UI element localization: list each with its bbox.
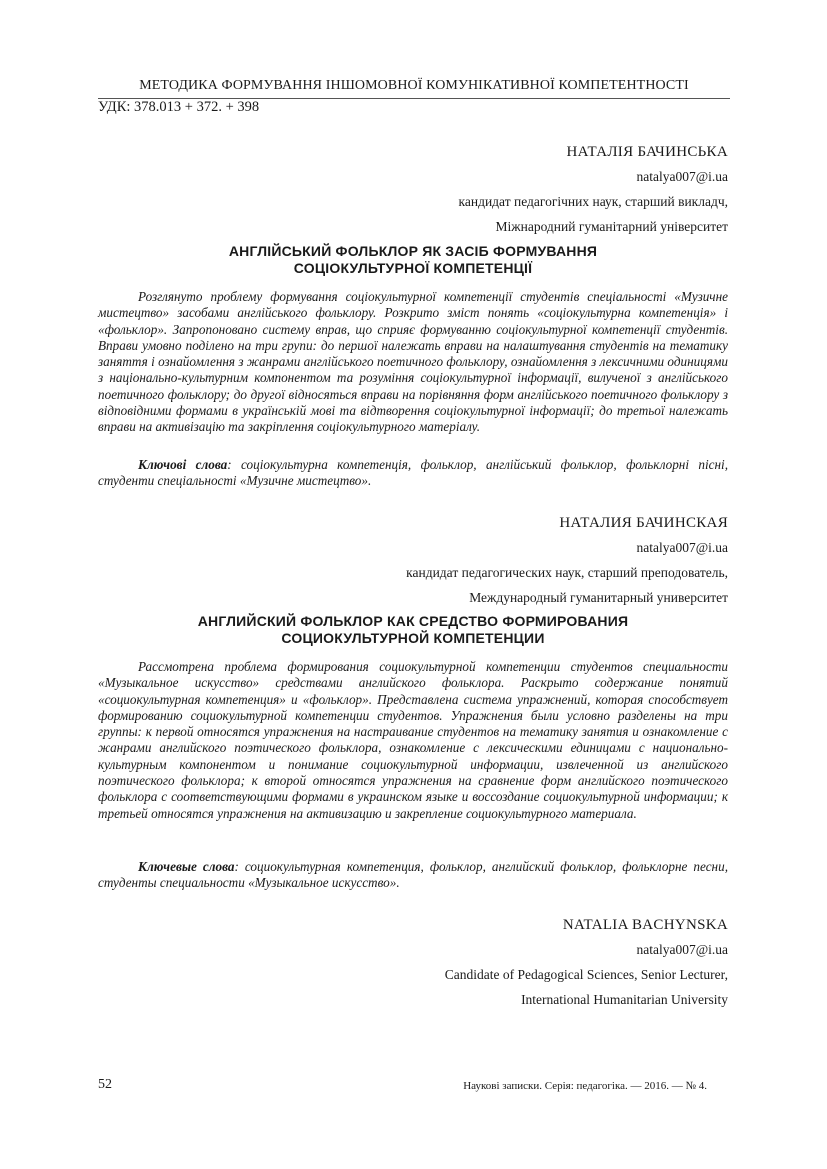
keywords-russian [98, 859, 728, 892]
abstract-ukrainian [98, 289, 728, 436]
title-line: СОЦИОКУЛЬТУРНОЙ КОМПЕТЕНЦИИ [281, 630, 545, 646]
author-affiliation: International Humanitarian University [521, 992, 728, 1007]
author-email: natalya007@i.ua [636, 540, 728, 555]
journal-citation: Наукові записки. Серія: педагогіка. — 2016. — № 4. [463, 1080, 707, 1092]
page-number: 52 [98, 1077, 112, 1092]
author-degree: Candidate of Pedagogical Sciences, Senior Lecturer, [444, 967, 728, 982]
abstract-text: Розглянуто проблему формування соціокультурної компетенції студентів спеціальності «Музичне мистецтво» засобами англійського фольклору. Розкрито зміст понять «соціокультурна компетенція» і «фольклор». Запропоновано систему вправ, що сприяє формуванню соціокультурної компетенції студентів. Вправи умовно поділено на три групи: до першої належать вправи на налаштування студентів на тематику заняття і ознайомлення з жанрами англійського поетичного фольклору, ознайомлення з лексичними одиницями з національно-культурним компонентом та розуміння соціокультурної інформації, вилученої з англійського поетичного фольклору; до другої відносяться вправи на порівняння форм англійського поетичного фольклору з відповідними формами в українській мові та відтворення соціокультурної інформації; до третьої належать вправи на активізацію та закріплення соціокультурного матеріалу. [98, 289, 728, 435]
author-block-russian [406, 514, 728, 607]
author-block-ukrainian [459, 143, 728, 236]
keywords-text: : социокультурная компетенция, фольклор, английский фольклор, фольклорне песни, студенты специальности «Музыкальное искусство». [98, 859, 728, 891]
keywords-text: : соціокультурна компетенція, фольклор, англійський фольклор, фольклорні пісні, студенти спеціальності «Музичне мистецтво». [98, 457, 728, 489]
article-title-ukrainian [98, 243, 728, 277]
title-line: АНГЛИЙСКИЙ ФОЛЬКЛОР КАК СРЕДСТВО ФОРМИРОВАНИЯ [197, 613, 629, 629]
title-line: АНГЛІЙСЬКИЙ ФОЛЬКЛОР ЯК ЗАСІБ ФОРМУВАННЯ [228, 243, 598, 259]
udc-code: УДК: 378.013 + 372. + 398 [98, 99, 260, 115]
running-head: МЕТОДИКА ФОРМУВАННЯ ІНШОМОВНОЇ КОМУНІКАТИВНОЇ КОМПЕТЕНТНОСТІ [139, 78, 689, 93]
keywords-ukrainian [98, 457, 728, 490]
abstract-russian [98, 659, 728, 822]
keywords-label: Ключевые слова [138, 859, 235, 874]
keywords-label: Ключові слова [138, 457, 228, 472]
article-title-russian [98, 613, 728, 647]
author-name: НАТАЛИЯ БАЧИНСКАЯ [559, 515, 728, 531]
title-line: СОЦІОКУЛЬТУРНОЇ КОМПЕТЕНЦІЇ [293, 260, 533, 276]
author-email: natalya007@i.ua [636, 169, 728, 184]
author-name: НАТАЛІЯ БАЧИНСЬКА [566, 144, 728, 160]
author-affiliation: Международный гуманитарный университет [469, 590, 728, 605]
author-affiliation: Міжнародний гуманітарний університет [495, 219, 728, 234]
author-email: natalya007@i.ua [636, 942, 728, 957]
author-degree: кандидат педагогических наук, старший преподователь, [406, 565, 728, 580]
abstract-text: Рассмотрена проблема формирования социокультурной компетенции студентов специальности «Музыкальное искусство» средствами английского фольклора. Раскрыто содержание понятий «социокультурная компетенция» и «фольклор». Представлена система упражнений, которая способствует формированию социокультурной компетенции студентов. Упражнения были условно разделены на три группы: к первой относятся упражнения на настраивание студентов на тематику занятия и ознакомление с жанрами английского поэтического фольклора, ознакомление с лексическими единицами с национально-культурным компонентом и понимание социокультурной информации, извлеченной из английского поэтического фольклора; к второй относятся упражнения на сравнение форм английского поэтического фольклора с соответствующими формами в украинском языке и воссоздание социокультурной информации; к третьей относятся упражнения на активизацию и закрепление социокультурного материала. [98, 659, 728, 821]
author-degree: кандидат педагогічних наук, старший викладч, [458, 194, 728, 209]
author-block-english [445, 916, 728, 1009]
author-name: NATALIA BACHYNSKA [562, 917, 728, 933]
